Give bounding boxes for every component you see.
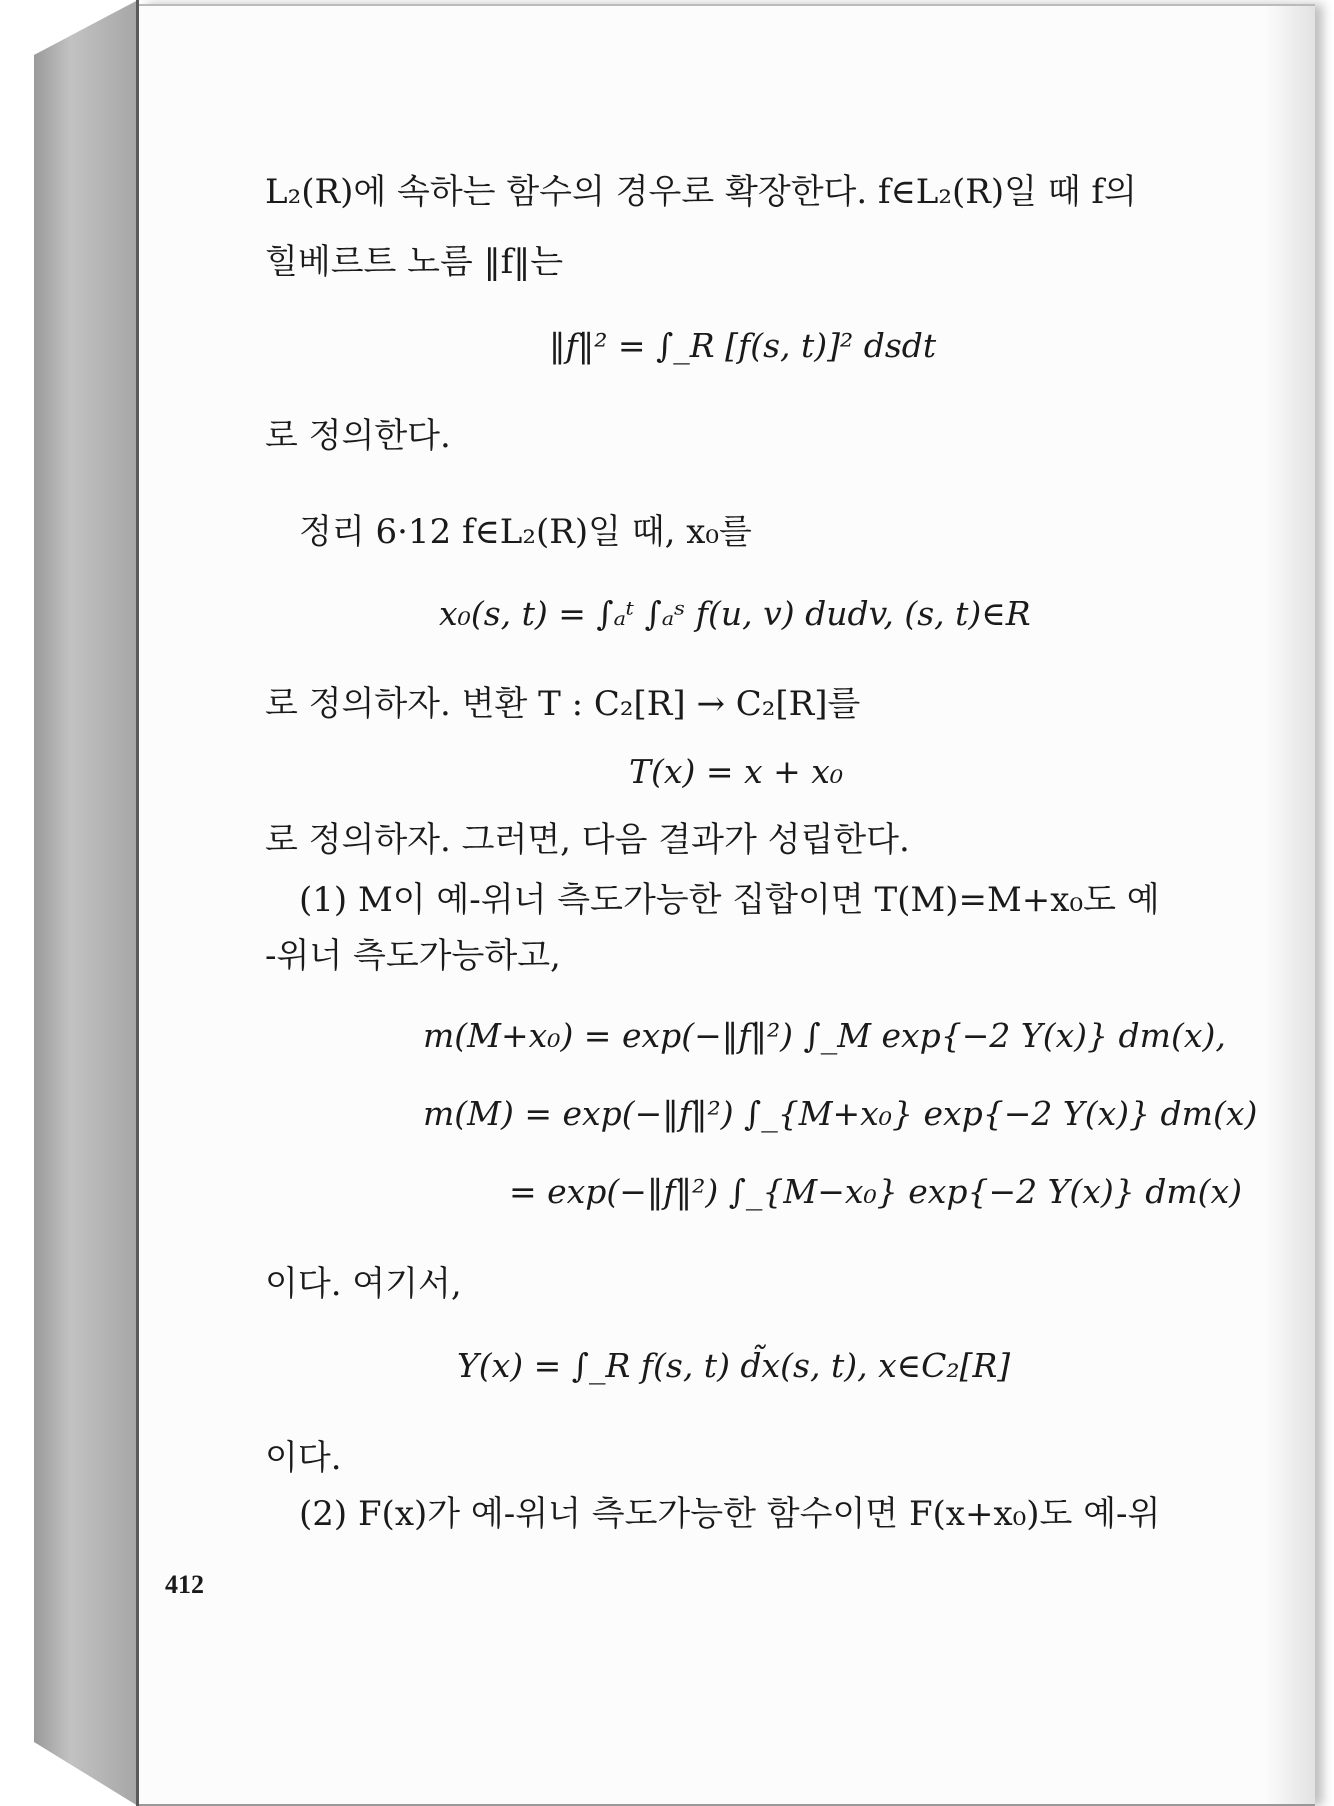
equation-Y: Y(x) = ∫_R f(s, t) d̃x(s, t), x∈C₂[R] xyxy=(457,1346,1011,1385)
equation-norm: ‖f‖² = ∫_R [f(s, t)]² dsdt xyxy=(549,326,937,365)
item-1-line-1: (1) M이 예-위너 측도가능한 집합이면 T(M)=M+x₀도 예 xyxy=(299,880,1160,920)
page-number: 412 xyxy=(165,1570,204,1599)
equation-m3: = exp(−‖f‖²) ∫_{M−x₀} exp{−2 Y(x)} dm(x) xyxy=(509,1172,1242,1211)
paragraph-1-line-2: 힐베르트 노름 ‖f‖는 xyxy=(265,242,564,282)
equation-m1: m(M+x₀) = exp(−‖f‖²) ∫_M exp{−2 Y(x)} dm(x), xyxy=(423,1016,1226,1055)
page-shade xyxy=(1265,6,1315,1804)
item-1-line-2: -위너 측도가능하고, xyxy=(265,936,561,976)
paragraph-4: 로 정의하자. 그러면, 다음 결과가 성립한다. xyxy=(265,820,910,860)
book-page xyxy=(139,4,1315,1806)
paragraph-5: 이다. 여기서, xyxy=(265,1264,462,1304)
equation-x0: x₀(s, t) = ∫ₐᵗ ∫ₐˢ f(u, v) dudv, (s, t)∈R xyxy=(439,594,1031,633)
paragraph-1-line-1: L₂(R)에 속하는 함수의 경우로 확장한다. f∈L₂(R)일 때 f의 xyxy=(265,172,1137,212)
theorem-heading: 정리 6·12 f∈L₂(R)일 때, x₀를 xyxy=(299,512,752,552)
paragraph-3: 로 정의하자. 변환 T : C₂[R] → C₂[R]를 xyxy=(265,684,861,724)
paragraph-2: 로 정의한다. xyxy=(265,416,451,456)
equation-m2: m(M) = exp(−‖f‖²) ∫_{M+x₀} exp{−2 Y(x)} dm(x) xyxy=(423,1094,1258,1133)
equation-T: T(x) = x + x₀ xyxy=(629,752,844,791)
book-spine xyxy=(34,0,138,1806)
item-2-line-1: (2) F(x)가 예-위너 측도가능한 함수이면 F(x+x₀)도 예-위 xyxy=(299,1494,1161,1534)
paragraph-6: 이다. xyxy=(265,1438,342,1478)
